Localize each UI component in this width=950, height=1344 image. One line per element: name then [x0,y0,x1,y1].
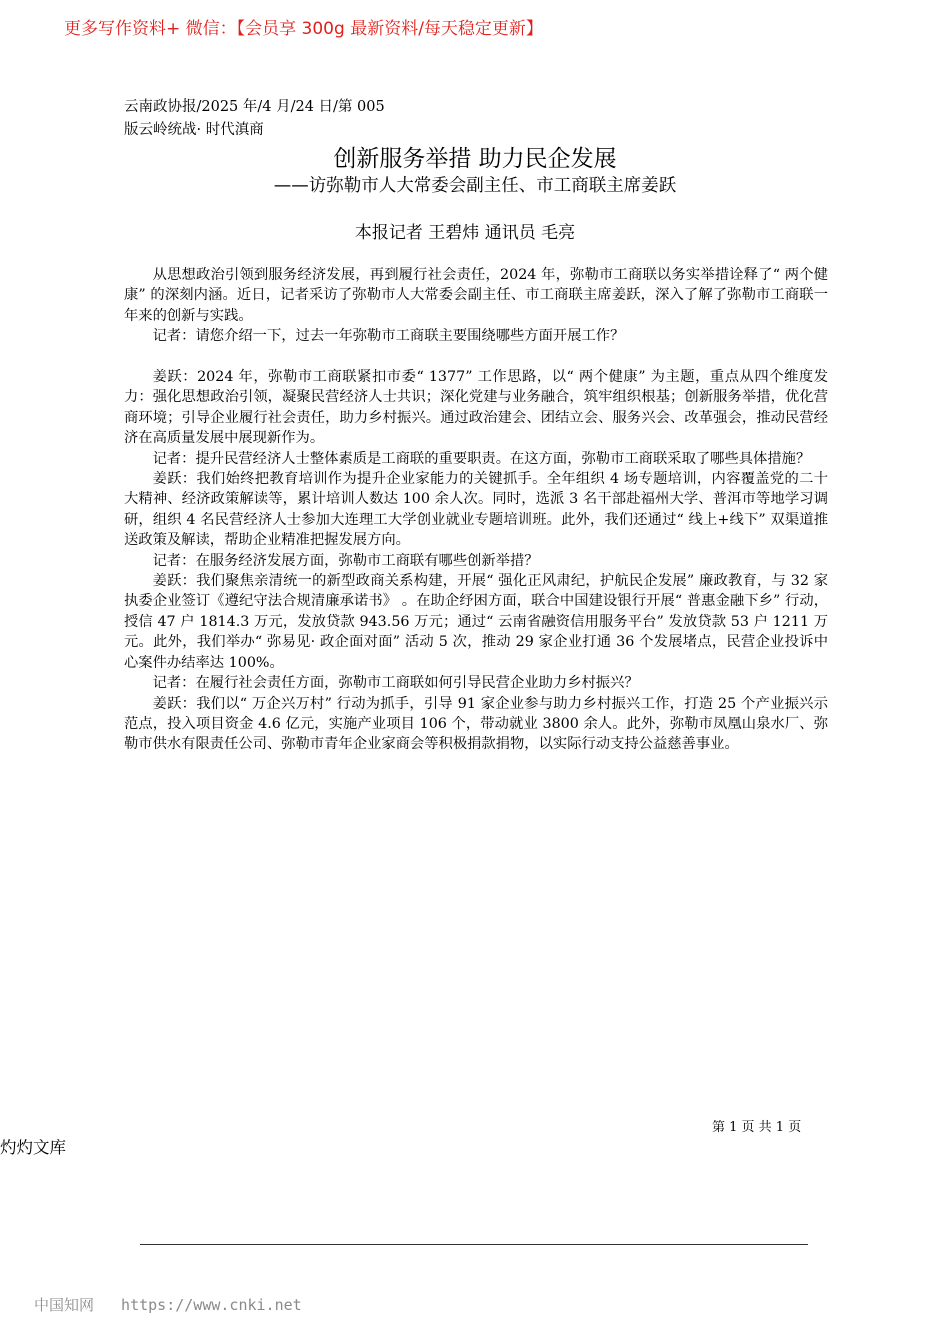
library-name: 灼灼文库 [0,1138,66,1157]
source-line: 云南政协报/2025 年/4 月/24 日/第 005 [124,99,385,115]
watermark-url: https://www.cnki.net [121,1296,302,1314]
footer-divider [140,1244,808,1245]
paragraph-question: 记者：在履行社会责任方面，弥勒市工商联如何引导民营企业助力乡村振兴？ [152,675,639,692]
paragraph-answer: 姜跃：我们聚焦亲清统一的新型政商关系构建，开展“ 强化正风肃纪，护航民企发展” 廉政教育，与 32 家执委企业签订《遵纪守法合规清廉承诺书》 。在助企纾困方面，联合中国建设银行开展“ 普惠金融下乡” 行动，授信 47 户 1814.3 万元，发放贷款 943.56 万元；通过“ 云南省融资信用服务平台” 发放贷款 53 户 1211 万元。此外，我们举办“ 弥易见· 政企面对面” 活动 5 次，推动 29 家企业打通 36 个发展堵点，民营企业投诉中心案件办结率达 100%。 [124,573,828,671]
paragraph-intro: 从思想政治引领到服务经济发展，再到履行社会责任，2024 年，弥勒市工商联以务实举措诠释了“ 两个健康” 的深刻内涵。近日，记者采访了弥勒市人大常委会副主任、市工商联主席姜跃，深入了解了弥勒市工商联一年来的创新与实践。 [124,267,828,324]
paragraph-question: 记者：在服务经济发展方面，弥勒市工商联有哪些创新举措？ [152,552,539,569]
paragraph-question: 记者：提升民营经济人士整体素质是工商联的重要职责。在这方面，弥勒市工商联采取了哪些具体措施？ [152,450,811,467]
section-line: 版云岭统战· 时代滇商 [124,122,264,138]
promo-banner: 更多写作资料+ 微信：【会员享 300g 最新资料/每天稳定更新】 [64,19,543,39]
article-subtitle: ——访弥勒市人大常委会副主任、市工商联主席姜跃 [273,176,677,196]
paragraph-question: 记者：请您介绍一下，过去一年弥勒市工商联主要围绕哪些方面开展工作？ [152,328,625,345]
page-number: 第 1 页 共 1 页 [712,1120,802,1135]
article-body [124,265,828,755]
article-title: 创新服务举措 助力民企发展 [333,146,617,172]
cnki-watermark [34,1294,302,1315]
paragraph-answer: 姜跃：2024 年，弥勒市工商联紧扣市委“ 1377” 工作思路，以“ 两个健康” 为主题，重点从四个维度发力：强化思想政治引领，凝聚民营经济人士共识；深化党建与业务融合，筑牢组织根基；创新服务举措，优化营商环境；引导企业履行社会责任，助力乡村振兴。通过政治建会、团结立会、服务兴会、改革强会，推动民营经济在高质量发展中展现新作为。 [124,369,828,447]
article-byline: 本报记者 王碧炜 通讯员 毛亮 [354,223,576,243]
watermark-site: 中国知网 [34,1296,95,1314]
paragraph-answer: 姜跃：我们以“ 万企兴万村” 行动为抓手，引导 91 家企业参与助力乡村振兴工作，打造 25 个产业振兴示范点，投入项目资金 4.6 亿元，实施产业项目 106 个，带动就业 3800 余人。此外，弥勒市凤凰山泉水厂、弥勒市供水有限责任公司、弥勒市青年企业家商会等积极捐款捐物，以实际行动支持公益慈善事业。 [124,695,828,753]
paragraph-answer: 姜跃：我们始终把教育培训作为提升企业家能力的关键抓手。全年组织 4 场专题培训，内容覆盖党的二十大精神、经济政策解读等，累计培训人数达 100 余人次。同时，选派 3 名干部赴福州大学、普洱市等地学习调研，组织 4 名民营经济人士参加大连理工大学创业就业专题培训班。此外，我们还通过“ 线上+线下” 双渠道推送政策及解读，帮助企业精准把握发展方向。 [124,471,828,549]
